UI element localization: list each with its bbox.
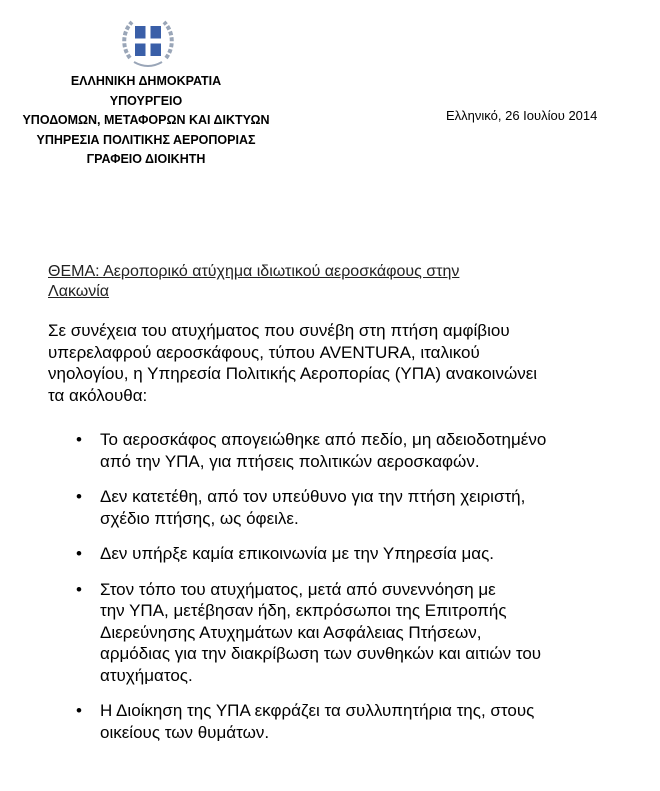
bullet-line: Η Διοίκηση της ΥΠΑ εκφράζει τα συλλυπητήρια της, στους [100, 701, 535, 720]
bullet-icon: • [76, 430, 82, 449]
subject-text: Λακωνία [48, 283, 110, 300]
header-line: ΕΛΛΗΝΙΚΗ ΔΗΜΟΚΡΑΤΙΑ [70, 74, 222, 88]
issuer-header [0, 72, 292, 170]
greek-coat-of-arms-icon [120, 14, 176, 70]
header-line: ΓΡΑΦΕΙΟ ΔΙΟΙΚΗΤΗ [86, 152, 206, 166]
bullet-line: οικείους των θυμάτων. [100, 722, 270, 742]
intro-paragraph [48, 320, 537, 406]
bullet-line: από την ΥΠΑ, για πτήσεις πολιτικών αεροσκαφών. [100, 451, 480, 471]
bullet-item [72, 429, 546, 472]
bullet-item [72, 700, 546, 743]
bullet-line: αρμόδιας για την διακρίβωση των συνθηκών και αιτιών του [100, 644, 542, 663]
paragraph-line: Σε συνέχεια του ατυχήματος που συνέβη στη πτήση αμφίβιου [48, 321, 510, 340]
bullet-line: Στον τόπο του ατυχήματος, μετά από συνεννόηση με [100, 579, 496, 599]
bullet-line: Διερεύνησης Ατυχημάτων και Ασφάλειας Πτήσεων, [100, 622, 482, 642]
bullet-list [72, 429, 546, 757]
bullet-text [100, 543, 546, 565]
subject-line [48, 262, 459, 302]
bullet-icon: • [76, 579, 82, 599]
bullet-line: Το αεροσκάφος απογειώθηκε από πεδίο, μη αδειοδοτημένο [100, 430, 547, 449]
paragraph-line: τα ακόλουθα: [48, 385, 148, 405]
bullet-icon: • [76, 544, 82, 563]
bullet-line: Δεν υπήρξε καμία επικοινωνία με την Υπηρεσία μας. [100, 544, 494, 563]
subject-text: ΘΕΜΑ: Αεροπορικό ατύχημα ιδιωτικού αεροσκάφους στην [48, 263, 460, 280]
bullet-icon: • [76, 701, 82, 720]
bullet-line: ατυχήματος. [100, 665, 193, 685]
bullet-line: σχέδιο πτήσης, ως όφειλε. [100, 508, 299, 528]
bullet-text [100, 486, 546, 529]
bullet-line: Δεν κατετέθη, από τον υπεύθυνο για την πτήση χειριστή, [100, 487, 526, 506]
bullet-text [100, 429, 546, 472]
paragraph-line: νηολογίου, η Υπηρεσία Πολιτικής Αεροπορίας (ΥΠΑ) ανακοινώνει [48, 364, 538, 383]
document-date: Ελληνικό, 26 Ιουλίου 2014 [446, 108, 598, 123]
header-line: ΥΠΗΡΕΣΙΑ ΠΟΛΙΤΙΚΗΣ ΑΕΡΟΠΟΡΙΑΣ [36, 132, 256, 147]
bullet-item [72, 579, 546, 687]
bullet-text [100, 579, 546, 687]
bullet-item [72, 543, 546, 565]
paragraph-line: υπερελαφρού αεροσκάφους, τύπου AVENTURA, ιταλικού [48, 342, 480, 362]
bullet-item [72, 486, 546, 529]
header-line: ΥΠΟΔΟΜΩΝ, ΜΕΤΑΦΟΡΩΝ ΚΑΙ ΔΙΚΤΥΩΝ [22, 113, 270, 127]
header-line: ΥΠΟΥΡΓΕΙΟ [109, 93, 183, 108]
bullet-text [100, 700, 546, 743]
bullet-line: την ΥΠΑ, μετέβησαν ήδη, εκπρόσωποι της Επιτροπής [100, 601, 507, 620]
bullet-icon: • [76, 487, 82, 506]
